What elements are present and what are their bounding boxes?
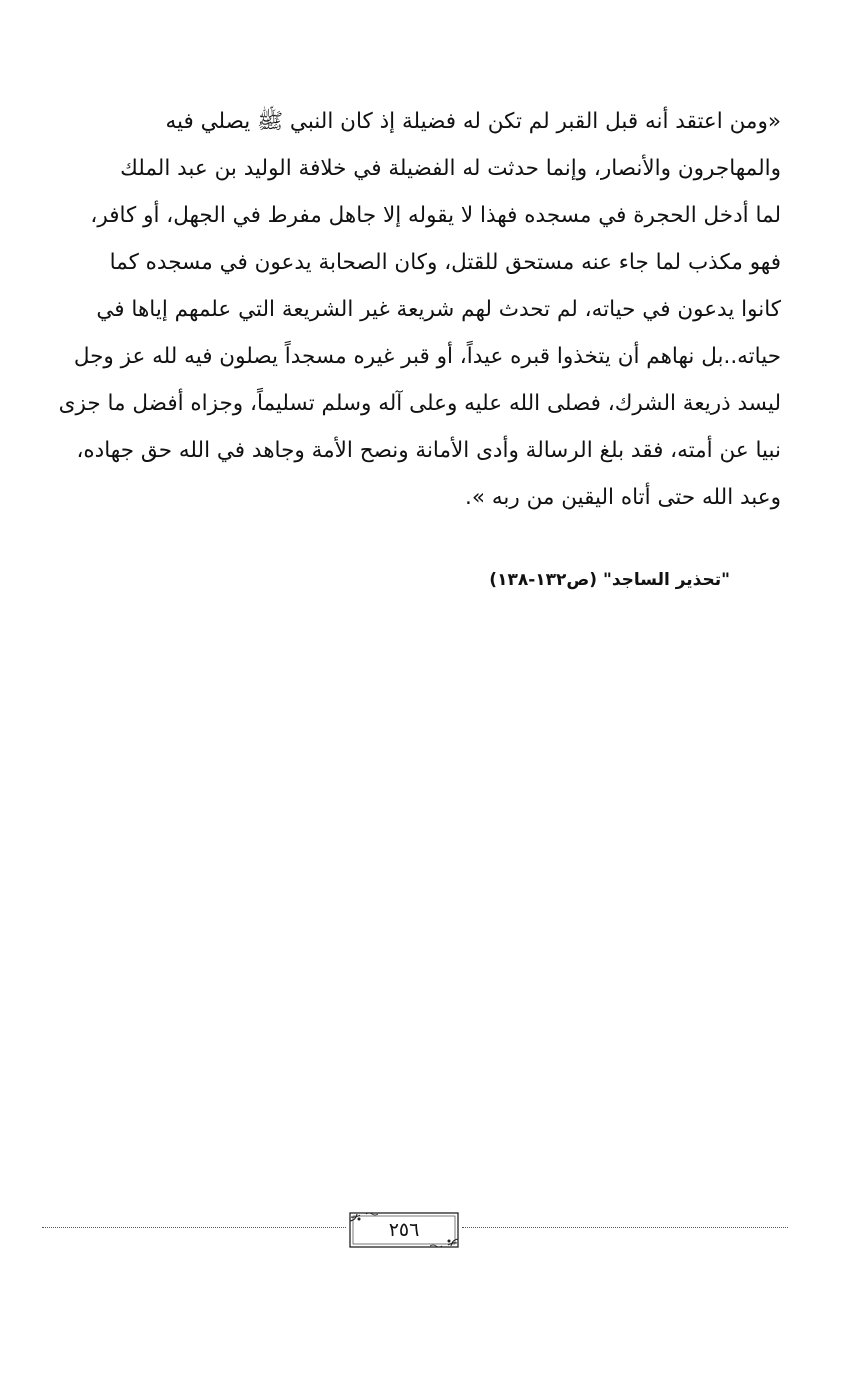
footer-dotted-rule-right: [462, 1227, 788, 1228]
page-number: ٢٥٦: [388, 1219, 420, 1241]
page-number-frame: [348, 1211, 460, 1249]
passage-line-9: وعبد الله حتى أتاه اليقين من ربه ».: [465, 485, 781, 510]
passage-line-6: حياته..بل نهاهم أن يتخذوا قبره عيداً، أو قبر غيره مسجداً يصلون فيه لله عز وجل: [73, 344, 781, 369]
passage-line-7: ليسد ذريعة الشرك، فصلى الله عليه وعلى آله وسلم تسليماً، وجزاه أفضل ما جزى: [58, 391, 781, 416]
passage-line-3: لما أدخل الحجرة في مسجده فهذا لا يقوله إلا جاهل مفرط في الجهل، أو كافر،: [90, 203, 781, 228]
passage-line-8: نبيا عن أمته، فقد بلغ الرسالة وأدى الأمانة ونصح الأمة وجاهد في الله حق جهاده،: [76, 438, 781, 463]
footer-dotted-rule-left: [42, 1227, 346, 1228]
quoted-passage: [36, 98, 781, 521]
passage-line-2: والمهاجرون والأنصار، وإنما حدثت له الفضيلة في خلافة الوليد بن عبد الملك: [120, 156, 781, 181]
passage-line-5: كانوا يدعون في حياته، لم تحدث لهم شريعة غير الشريعة التي علمهم إياها في: [96, 297, 781, 322]
passage-line-4: فهو مكذب لما جاء عنه مستحق للقتل، وكان الصحابة يدعون في مسجده كما: [109, 250, 781, 275]
source-citation: "تحذير الساجد" (ص١٣٢-١٣٨): [489, 570, 730, 590]
passage-line-1: «ومن اعتقد أنه قبل القبر لم تكن له فضيلة إذ كان النبي ﷺ يصلي فيه: [165, 109, 781, 134]
